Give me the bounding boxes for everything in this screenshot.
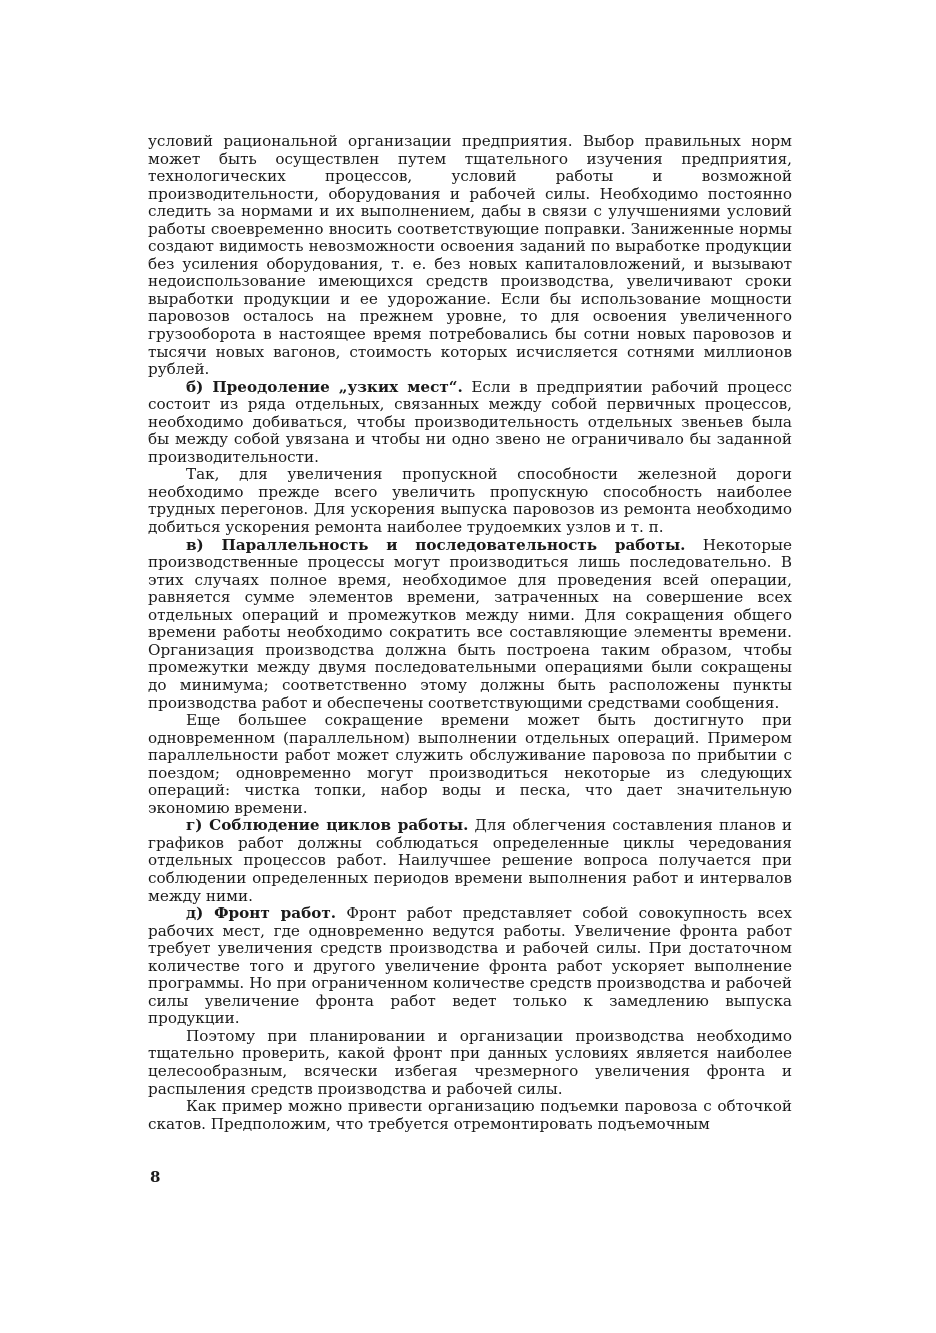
paragraph-text: Еще большее сокращение времени может быть достигнуто при одновременном (параллельном) выполнении отдельных операций. Примером параллельности работ может служить обслуживание паровоза по прибытии с поездом; одновременно могут производиться некоторые из следующих операций: чистка топки, набор воды и песка, что дает значительную экономию времени. [148, 711, 792, 817]
paragraph-text: Как пример можно привести организацию подъемки паровоза с обточкой скатов. Предположим, что требуется отремонтировать подъемочным [148, 1097, 792, 1133]
paragraph-parallel-sequential [148, 537, 792, 712]
paragraph-parallel-example [148, 712, 792, 817]
paragraph-work-front [148, 905, 792, 1028]
section-heading-v: в) Параллельность и последовательность работы. [186, 535, 686, 554]
paragraph-work-cycles [148, 817, 792, 905]
page-body [148, 133, 792, 1133]
paragraph-text: условий рациональной организации предприятия. Выбор правильных норм может быть осуществлен путем тщательного изучения предприятия, технологических процессов, условий работы и возможной производительности, оборудования и рабочей силы. Необходимо постоянно следить за нормами и их выполнением, дабы в связи с улучшениями условий работы своевременно вносить соответствующие поправки. Заниженные нормы создают видимость невозможности освоения заданий по выработке продукции без усиления оборудования, т. е. без новых капиталовложений, и вызывают недоиспользование имеющихся средств производства, увеличивают сроки выработки продукции и ее удорожание. Если бы использование мощности паровозов осталось на прежнем уровне, то для освоения увеличенного грузооборота в настоящее время потребовались бы сотни новых паровозов и тысячи новых вагонов, стоимость которых исчисляется сотнями миллионов рублей. [148, 132, 792, 379]
page-number: 8 [150, 1168, 161, 1186]
paragraph-locomotive-example [148, 1098, 792, 1133]
section-heading-b: б) Преодоление „узких мест“. [186, 377, 463, 396]
paragraph-text: Если в предприятии рабочий процесс состоит из ряда отдельных, связанных между собой первичных процессов, необходимо добиваться, чтобы производительность отдельных звеньев была бы между собой увязана и чтобы ни одно звено не ограничивало бы заданной производительности. [148, 377, 792, 466]
section-heading-d: д) Фронт работ. [186, 904, 337, 923]
paragraph-planning [148, 1028, 792, 1098]
paragraph-bottlenecks [148, 379, 792, 467]
paragraph-norms-continued [148, 133, 792, 379]
paragraph-text: Некоторые производственные процессы могут производиться лишь последовательно. В этих случаях полное время, необходимое для проведения всей операции, равняется сумме элементов времени, затраченных на совершение всех отдельных операций и промежутков между ними. Для сокращения общего времени работы необходимо сократить все составляющие элементы времени. Организация производства должна быть построена таким образом, чтобы промежутки между двумя последовательными операциями были сокращены до минимума; соответственно этому должны быть расположены пункты производства работ и обеспечены соответствующими средствами сообщения. [148, 535, 793, 712]
paragraph-text: Для облегчения составления планов и графиков работ должны соблюдаться определенные циклы чередования отдельных процессов работ. Наилучшее решение вопроса получается при соблюдении определенных периодов времени выполнения работ и интервалов между ними. [148, 816, 792, 905]
paragraph-railway-example [148, 466, 792, 536]
paragraph-text: Поэтому при планировании и организации производства необходимо тщательно проверить, какой фронт при данных условиях является наиболее целесообразным, всячески избегая чрезмерного увеличения фронта и распыления средств производства и рабочей силы. [148, 1026, 792, 1098]
paragraph-text: Фронт работ представляет собой совокупность всех рабочих мест, где одновременно ведутся работы. Увеличение фронта работ требует увеличения средств производства и рабочей силы. При достаточном количестве того и другого увеличение фронта работ ускоряет выполнение программы. Но при ограниченном количестве средств производства и рабочей силы увеличение фронта работ ведет только к замедлению выпуска продукции. [148, 904, 792, 1028]
paragraph-text: Так, для увеличения пропускной способности железной дороги необходимо прежде всего увеличить пропускную способность наиболее трудных перегонов. Для ускорения выпуска паровозов из ремонта необходимо добиться ускорения ремонта наиболее трудоемких узлов и т. п. [148, 465, 792, 537]
section-heading-g: г) Соблюдение циклов работы. [186, 816, 469, 835]
